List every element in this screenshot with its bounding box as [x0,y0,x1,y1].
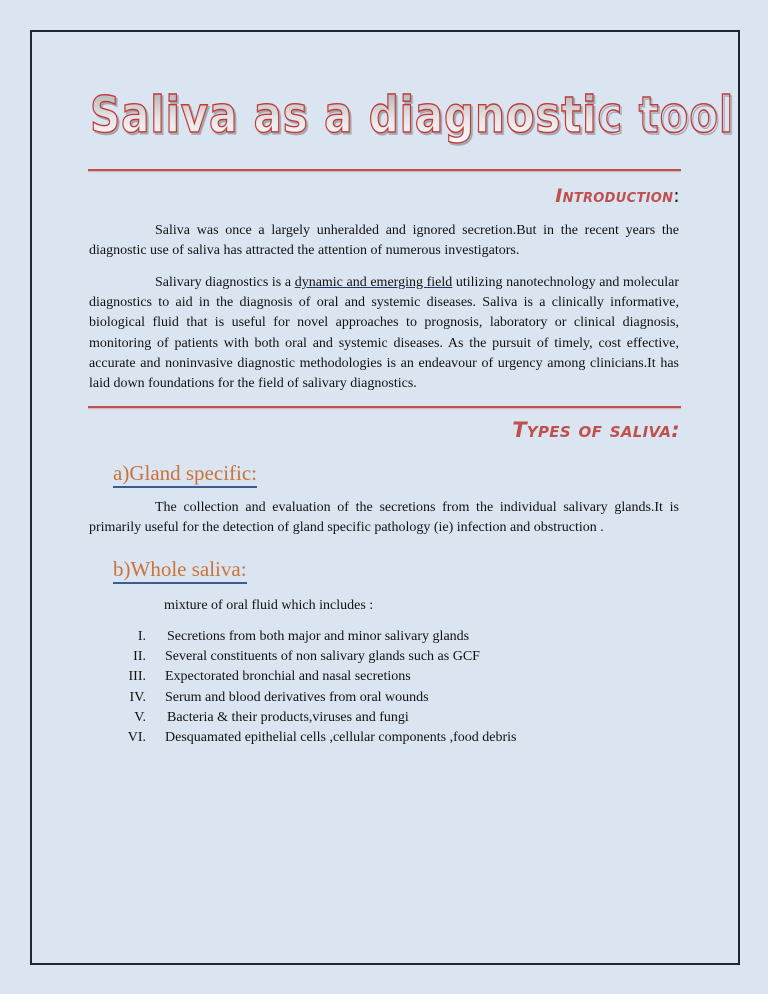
heading-introduction [555,183,680,209]
list-item [100,627,516,647]
intro-paragraph-2-rest: utilizing nanotechnology and molecular diagnostics to aid in the diagnosis of oral and systemic diseases. Saliva is a clinically informative, biological fluid that is useful for novel approaches to prognosis, laboratory or clinical diagnosis, monitoring of patients with both oral and systemic diseases. As the pursuit of timely, cost effective, accurate and noninvasive diagnostic methodologies is an endeavour of urgency among clinicians.It has laid down foundations for the field of salivary diagnostics. [89,275,679,392]
whole-saliva-intro: mixture of oral fluid which includes : [164,598,374,613]
list-number: VI. [127,729,146,745]
list-number: V. [134,709,146,725]
list-number: II. [133,649,146,665]
intro-paragraph-2 [89,273,679,394]
underlined-phrase: dynamic and emerging field [294,275,453,290]
list-text: Several constituents of non salivary glands such as GCF [165,649,480,665]
subheading-whole-saliva: b)Whole saliva: [113,556,247,584]
intro-paragraph-1: Saliva was once a largely unheralded and ignored secretion.But in the recent years the diagnostic use of saliva has attracted the attention of numerous investigators. [89,223,679,259]
document-title: Saliva as a diagnostic tool [90,86,735,144]
list-text: Desquamated epithelial cells ,cellular components ,food debris [165,729,517,745]
list-text: Secretions from both major and minor salivary glands [167,629,470,644]
heading-introduction-colon: : [673,185,680,207]
list-item [100,728,516,748]
list-item [100,688,516,708]
list-item [100,667,516,687]
list-number: I. [137,629,146,644]
list-item [100,647,516,667]
list-text: Serum and blood derivatives from oral wounds [165,689,429,705]
list-text: Expectorated bronchial and nasal secretions [165,669,411,685]
gland-specific-paragraph: The collection and evaluation of the secretions from the individual salivary glands.It is primarily useful for the detection of gland specific pathology (ie) infection and obstruction . [89,500,679,536]
divider-line-top [88,169,681,171]
heading-introduction-text: Introduction [555,185,674,207]
whole-saliva-components-list [100,627,516,748]
list-item [100,708,516,728]
list-text: Bacteria & their products,viruses and fungi [167,709,409,725]
list-number: IV. [129,689,146,705]
intro-paragraph-2-start: Salivary diagnostics is a [155,275,295,290]
subheading-gland-specific: a)Gland specific: [113,460,257,488]
heading-types-of-saliva: Types of saliva: [512,418,680,442]
divider-line-middle [88,406,681,408]
list-number: III. [128,669,146,685]
